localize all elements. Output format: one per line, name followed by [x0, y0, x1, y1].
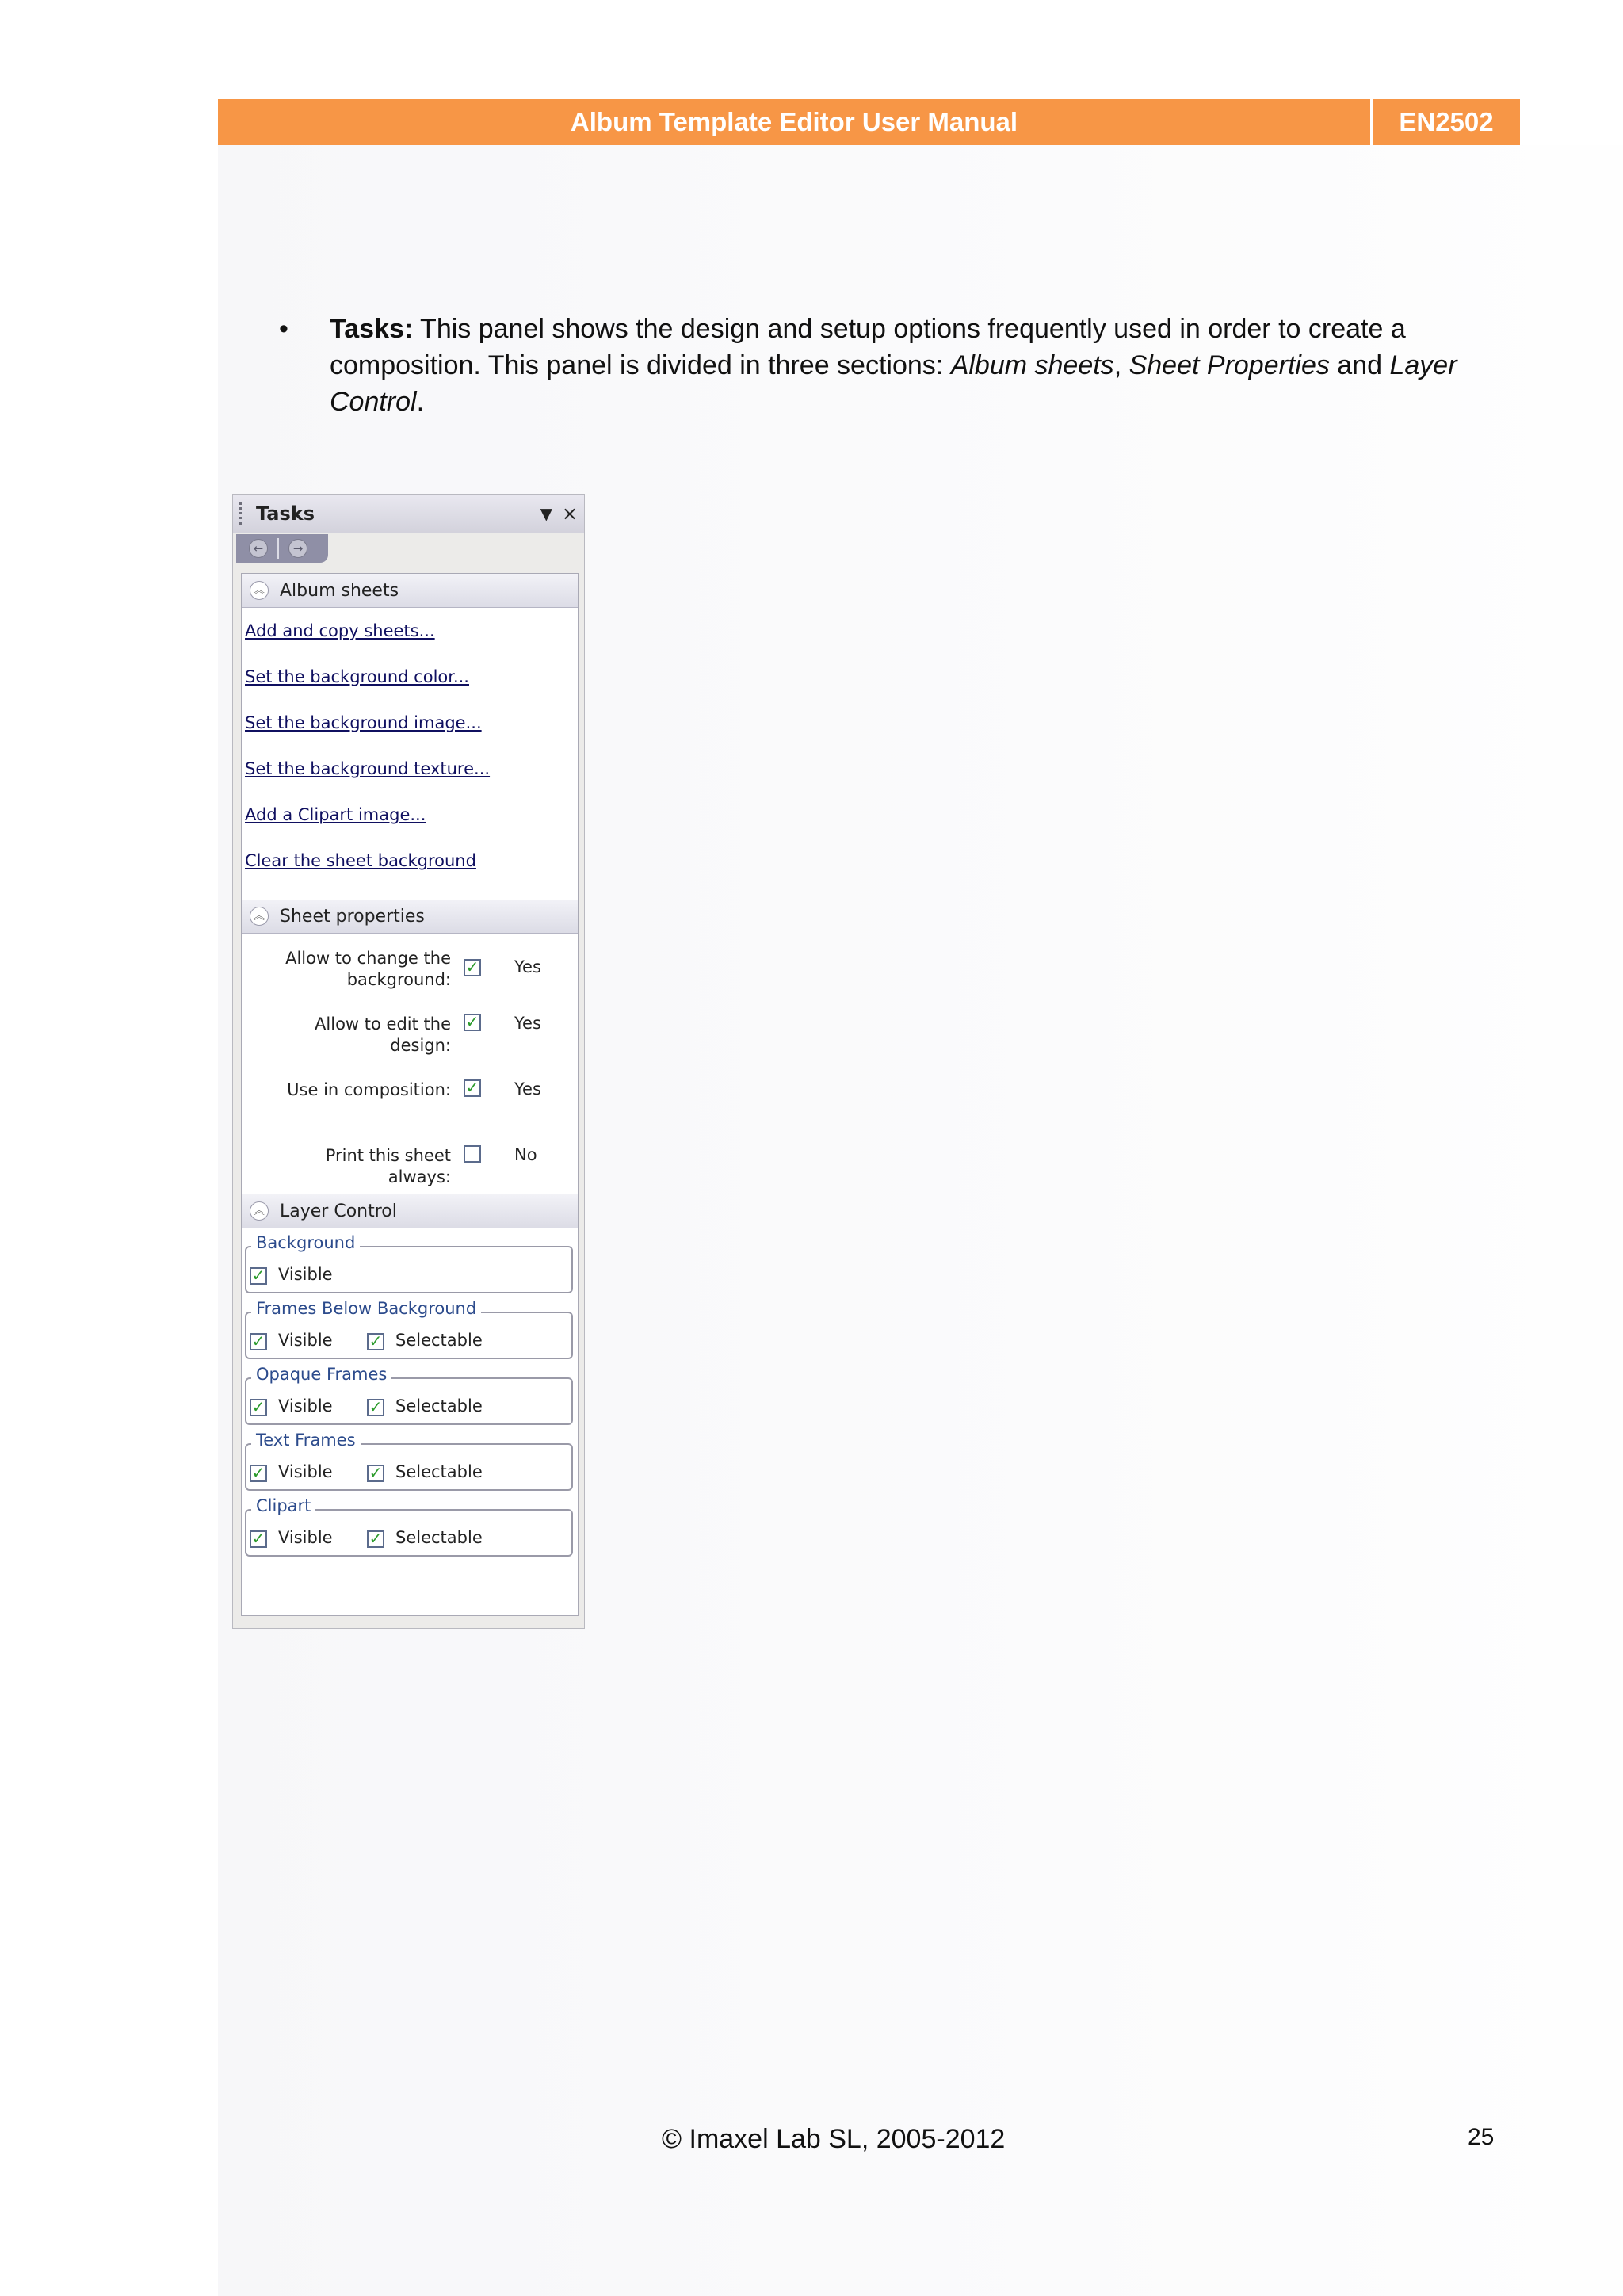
- page-header: [218, 99, 1520, 145]
- link-background-image[interactable]: Set the background image...: [245, 713, 482, 732]
- nav-separator: [277, 538, 279, 559]
- section-title: Sheet properties: [280, 906, 425, 926]
- section-header-layer-control[interactable]: [242, 1194, 578, 1228]
- link-add-clipart[interactable]: Add a Clipart image...: [245, 805, 426, 824]
- group-title: Clipart: [251, 1495, 315, 1517]
- album-sheets-links: [242, 608, 578, 900]
- visible-checkbox[interactable]: ✓: [250, 1267, 267, 1285]
- group-title: Frames Below Background: [251, 1297, 481, 1320]
- collapse-chevron-icon[interactable]: ︽: [250, 907, 269, 926]
- prop-row: [242, 1006, 578, 1072]
- link-background-color[interactable]: Set the background color...: [245, 667, 469, 686]
- collapse-chevron-icon[interactable]: ︽: [250, 1201, 269, 1221]
- visible-label: Visible: [278, 1331, 333, 1350]
- prop-row: [242, 1072, 578, 1137]
- prop-label: Allow to edit the design:: [315, 1014, 451, 1055]
- layer-group-text-frames: [243, 1429, 576, 1495]
- chevron-down-icon[interactable]: ▼: [540, 504, 552, 523]
- collapse-chevron-icon[interactable]: ︽: [250, 581, 269, 600]
- panel-content: [241, 573, 579, 1616]
- prop-checkbox[interactable]: ✓: [464, 959, 481, 976]
- description-body: This panel shows the design and setup options frequently used in order to create a composition. This panel is divided in three sections:: [330, 314, 1406, 380]
- description-text: [330, 311, 1484, 420]
- visible-label: Visible: [278, 1396, 333, 1415]
- prop-value: No: [514, 1145, 537, 1164]
- prop-checkbox[interactable]: ✓: [464, 1079, 481, 1097]
- tasks-panel: [232, 494, 585, 1629]
- selectable-checkbox[interactable]: ✓: [367, 1399, 384, 1416]
- bullet-icon: •: [279, 314, 288, 344]
- layer-control-list: [242, 1228, 578, 1561]
- sheet-properties-list: [242, 934, 578, 1194]
- visible-label: Visible: [278, 1528, 333, 1547]
- and-word: and: [1329, 350, 1390, 380]
- selectable-label: Selectable: [395, 1462, 483, 1481]
- layer-group-frames-below-background: [243, 1297, 576, 1363]
- visible-label: Visible: [278, 1462, 333, 1481]
- selectable-checkbox[interactable]: ✓: [367, 1465, 384, 1482]
- prop-label: Allow to change the background:: [285, 949, 451, 989]
- prop-value: Yes: [514, 1079, 541, 1098]
- copyright: © Imaxel Lab SL, 2005-2012: [662, 2124, 1006, 2154]
- link-background-texture[interactable]: Set the background texture...: [245, 759, 491, 778]
- comma: ,: [1113, 350, 1129, 380]
- nav-button-group: [236, 534, 328, 563]
- close-icon[interactable]: ×: [561, 502, 578, 525]
- panel-nav: [233, 533, 584, 564]
- group-title: Opaque Frames: [251, 1363, 391, 1385]
- visible-checkbox[interactable]: ✓: [250, 1465, 267, 1482]
- prop-checkbox[interactable]: [464, 1145, 481, 1163]
- link-clear-background[interactable]: Clear the sheet background: [245, 851, 476, 870]
- panel-title: Tasks: [256, 502, 315, 525]
- prop-row: [242, 940, 578, 1006]
- layer-group-background: [243, 1232, 576, 1297]
- group-title: Background: [251, 1232, 360, 1254]
- selectable-checkbox[interactable]: ✓: [367, 1333, 384, 1350]
- section-name-sheet-properties: Sheet Properties: [1128, 350, 1330, 380]
- selectable-label: Selectable: [395, 1331, 483, 1350]
- layer-group-clipart: [243, 1495, 576, 1561]
- section-title: Album sheets: [280, 580, 399, 601]
- back-arrow-icon[interactable]: ←: [249, 539, 268, 558]
- section-name-layer-control: Layer Control: [330, 350, 1457, 417]
- selectable-label: Selectable: [395, 1528, 483, 1547]
- header-title: Album Template Editor User Manual: [218, 99, 1370, 145]
- term: Tasks:: [330, 314, 414, 344]
- visible-label: Visible: [278, 1265, 333, 1284]
- page-number: 25: [1468, 2124, 1495, 2150]
- section-header-sheet-properties[interactable]: [242, 900, 578, 934]
- section-header-album-sheets[interactable]: [242, 574, 578, 608]
- header-code: EN2502: [1373, 99, 1520, 145]
- panel-title-bar[interactable]: [233, 495, 584, 533]
- prop-label: Use in composition:: [287, 1080, 451, 1099]
- section-name-album-sheets: Album sheets: [950, 350, 1114, 380]
- prop-checkbox[interactable]: ✓: [464, 1014, 481, 1031]
- prop-value: Yes: [514, 1014, 541, 1033]
- selectable-checkbox[interactable]: ✓: [367, 1530, 384, 1548]
- layer-group-opaque-frames: [243, 1363, 576, 1429]
- visible-checkbox[interactable]: ✓: [250, 1399, 267, 1416]
- prop-row: [242, 1137, 578, 1194]
- prop-label: Print this sheet always:: [325, 1146, 451, 1186]
- visible-checkbox[interactable]: ✓: [250, 1333, 267, 1350]
- grip-icon[interactable]: [239, 502, 245, 525]
- prop-value: Yes: [514, 957, 541, 976]
- section-title: Layer Control: [280, 1201, 397, 1221]
- forward-arrow-icon[interactable]: →: [288, 539, 307, 558]
- group-title: Text Frames: [251, 1429, 361, 1451]
- visible-checkbox[interactable]: ✓: [250, 1530, 267, 1548]
- tasks-description: [279, 311, 1484, 420]
- selectable-label: Selectable: [395, 1396, 483, 1415]
- link-add-copy-sheets[interactable]: Add and copy sheets...: [245, 621, 435, 640]
- period: .: [416, 387, 425, 417]
